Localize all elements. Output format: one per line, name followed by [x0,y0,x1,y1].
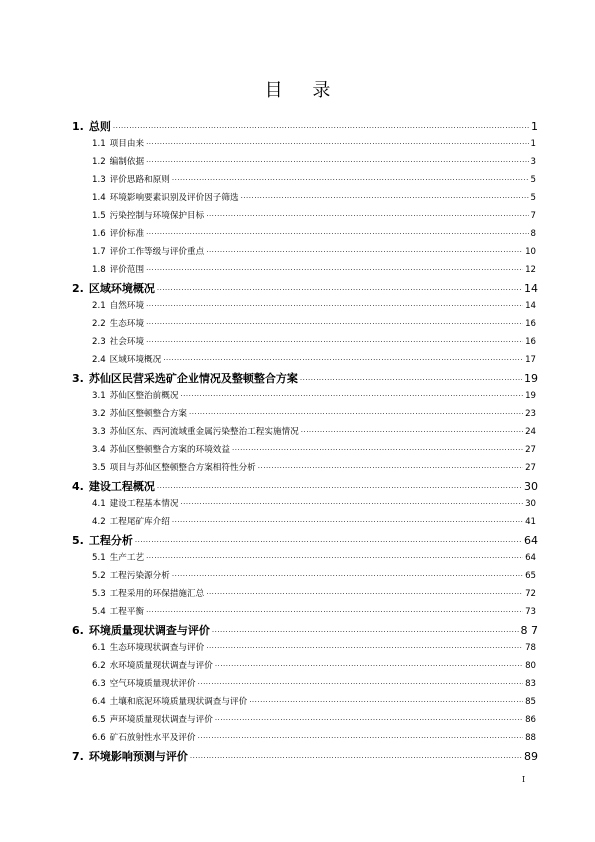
toc-leader [146,608,523,616]
toc-number: 1.5 [92,211,106,221]
toc-number: 6.1 [92,643,106,653]
toc-number: 1. [72,120,84,133]
toc-leader [172,572,523,580]
toc-leader [189,410,523,418]
page-title: 目 录 [264,80,343,101]
toc-label: 苏仙区整顿整合方案的环境效益 [109,445,230,455]
toc-number: 6.6 [92,733,106,743]
toc-leader [241,194,529,202]
toc-number: 5. [72,534,84,547]
toc-leader [180,500,523,508]
toc-page: 64 [525,553,536,563]
toc-entry[interactable] [92,569,536,587]
toc-label: 环境影响预测与评价 [88,750,188,763]
toc-label: 工程尾矿库介绍 [109,517,170,527]
toc-number: 5.2 [92,571,106,581]
toc-leader [146,140,528,148]
toc-page: 1 [531,120,538,133]
toc-page: 30 [524,480,538,493]
toc-number: 3.3 [92,427,106,437]
toc-page: 72 [525,589,536,599]
toc-page: 19 [524,372,538,385]
toc-label: 评价标准 [109,229,145,239]
toc-number: 4.2 [92,517,106,527]
toc-label: 工程污染源分析 [109,571,170,581]
toc-page: 14 [525,301,536,311]
toc-page: 83 [525,679,536,689]
toc-leader [157,286,522,294]
toc-label: 声环境质量现状调查与评价 [109,715,213,725]
toc-label: 水环境质量现状调查与评价 [109,661,213,671]
toc-leader [146,554,523,562]
toc-label: 生产工艺 [109,553,145,563]
toc-entry[interactable] [92,299,536,317]
toc-leader [198,680,523,688]
toc-number: 4. [72,480,84,493]
page-number: I [522,775,526,784]
toc-entry[interactable] [92,155,536,173]
toc-leader [198,734,523,742]
toc-number: 3.5 [92,463,106,473]
toc-entry[interactable] [92,245,536,263]
toc-page: 27 [525,445,536,455]
toc-page: 73 [525,607,536,617]
toc-page: 30 [525,499,536,509]
toc-leader [157,484,522,492]
toc-entry[interactable] [92,389,536,407]
toc-number: 1.3 [92,175,106,185]
toc-page: 5 [530,193,536,203]
toc-page: 65 [525,571,536,581]
toc-leader [146,266,523,274]
toc-leader [135,538,522,546]
toc-label: 建设工程基本情况 [109,499,179,509]
toc-entry[interactable] [92,173,536,191]
toc-number: 3.1 [92,391,106,401]
toc-leader [206,590,523,598]
toc-leader [180,392,523,400]
toc-number: 6.2 [92,661,106,671]
toc-entry[interactable] [92,605,536,623]
toc-page: 12 [525,265,536,275]
toc-entry[interactable] [92,425,536,443]
toc-page: 41 [525,517,536,527]
toc-entry[interactable] [72,622,538,640]
toc-leader [206,248,523,256]
toc-leader [258,464,523,472]
toc-label: 评价工作等级与评价重点 [109,247,205,257]
toc-number: 1.4 [92,193,106,203]
toc-entry[interactable] [92,263,536,281]
toc-label: 评价思路和原则 [109,175,170,185]
toc-number: 1.7 [92,247,106,257]
toc-label: 工程平衡 [109,607,145,617]
toc-label: 苏仙区整顿整合方案 [109,409,188,419]
toc-page: 27 [525,463,536,473]
toc-number: 1.6 [92,229,106,239]
toc-number: 2.2 [92,319,106,329]
toc-entry[interactable] [92,227,536,245]
toc-page: 1 [530,139,536,149]
toc-number: 6.3 [92,679,106,689]
toc-label: 区域环境概况 [109,355,162,365]
toc-number: 6. [72,624,84,637]
toc-page: 8 7 [520,624,538,637]
toc-page: 5 [530,175,536,185]
toc-page: 10 [525,247,536,257]
toc-entry[interactable] [92,461,536,479]
toc-label: 项目由来 [109,139,145,149]
toc-number: 5.1 [92,553,106,563]
toc-label: 苏仙区东、西河流域重金属污染整治工程实施情况 [109,427,299,437]
toc-number: 3.2 [92,409,106,419]
toc-page: 86 [525,715,536,725]
toc-entry[interactable] [92,515,536,533]
toc-number: 1.8 [92,265,106,275]
toc-page: 78 [525,643,536,653]
toc-label: 生态环境 [109,319,145,329]
toc-leader [212,628,519,636]
toc-page: 7 [530,211,536,221]
toc-page: 64 [524,534,538,547]
toc-label: 工程分析 [88,534,133,547]
toc-entry[interactable] [92,695,536,713]
toc-leader [172,518,523,526]
toc-label: 环境影响要素识别及评价因子筛选 [109,193,239,203]
toc-entry[interactable] [72,748,538,766]
toc-page: 24 [525,427,536,437]
toc-entry[interactable] [92,407,536,425]
toc-page: 88 [525,733,536,743]
toc-page: 16 [525,337,536,347]
toc-label: 环境质量现状调查与评价 [88,624,210,637]
toc-page: 3 [530,157,536,167]
toc-number: 4.1 [92,499,106,509]
toc-page: 17 [525,355,536,365]
toc-leader [163,356,523,364]
toc-leader [146,158,528,166]
toc-leader [206,212,528,220]
toc-page: 16 [525,319,536,329]
toc-entry[interactable] [92,641,536,659]
toc-page: 85 [525,697,536,707]
toc-leader [146,230,528,238]
toc-entry[interactable] [92,713,536,731]
toc-leader [146,338,523,346]
toc-label: 总则 [88,120,111,133]
toc-leader [301,428,523,436]
toc-number: 3. [72,372,84,385]
toc-page: 89 [524,750,538,763]
toc-entry[interactable] [92,497,536,515]
toc-entry[interactable] [92,587,536,605]
toc-entry[interactable] [92,731,536,749]
toc-entry[interactable] [92,335,536,353]
toc-entry[interactable] [92,137,536,155]
toc-label: 评价范围 [109,265,145,275]
toc-label: 苏仙区民营采选矿企业情况及整顿整合方案 [88,372,298,385]
toc-page: 80 [525,661,536,671]
toc-label: 矿石放射性水平及评价 [109,733,196,743]
toc-number: 3.4 [92,445,106,455]
toc-label: 土壤和底泥环境质量现状调查与评价 [109,697,248,707]
toc-entry[interactable] [72,280,538,298]
toc-number: 6.5 [92,715,106,725]
toc-number: 1.2 [92,157,106,167]
toc-leader [146,320,523,328]
toc-entry[interactable] [92,677,536,695]
toc-page: 19 [525,391,536,401]
toc-leader [300,376,522,384]
toc-number: 1.1 [92,139,106,149]
toc-leader [146,302,523,310]
toc-page: 8 [530,229,536,239]
toc-label: 编制依据 [109,157,145,167]
toc-leader [190,754,522,762]
toc-number: 5.4 [92,607,106,617]
toc-leader [215,716,523,724]
toc-number: 2.4 [92,355,106,365]
toc-label: 项目与苏仙区整顿整合方案相符性分析 [109,463,256,473]
toc-label: 苏仙区整治前概况 [109,391,179,401]
toc-label: 生态环境现状调查与评价 [109,643,205,653]
toc-entry[interactable] [92,443,536,461]
toc-label: 污染控制与环境保护目标 [109,211,205,221]
toc-leader [215,662,523,670]
toc-entry[interactable] [72,532,538,550]
toc-entry[interactable] [92,317,536,335]
toc-number: 7. [72,750,84,763]
toc-leader [172,176,529,184]
toc-label: 自然环境 [109,301,145,311]
toc-leader [206,644,523,652]
toc-label: 建设工程概况 [88,480,155,493]
toc-number: 2.3 [92,337,106,347]
toc-entry[interactable] [92,659,536,677]
toc-label: 社会环境 [109,337,145,347]
toc-entry[interactable] [92,551,536,569]
toc-leader [232,446,523,454]
toc-page: 14 [524,282,538,295]
toc-entry[interactable] [72,370,538,388]
toc-leader [113,124,529,132]
toc-entry[interactable] [92,353,536,371]
toc-number: 2. [72,282,84,295]
toc-leader [249,698,523,706]
toc-number: 2.1 [92,301,106,311]
toc-entry[interactable] [72,478,538,496]
toc-label: 区域环境概况 [88,282,155,295]
toc-entry[interactable] [72,118,538,136]
toc-entry[interactable] [92,191,536,209]
toc-label: 空气环境质量现状评价 [109,679,196,689]
toc-label: 工程采用的环保措施汇总 [109,589,205,599]
toc-entry[interactable] [92,209,536,227]
toc-number: 6.4 [92,697,106,707]
toc-number: 5.3 [92,589,106,599]
toc-page: 23 [525,409,536,419]
